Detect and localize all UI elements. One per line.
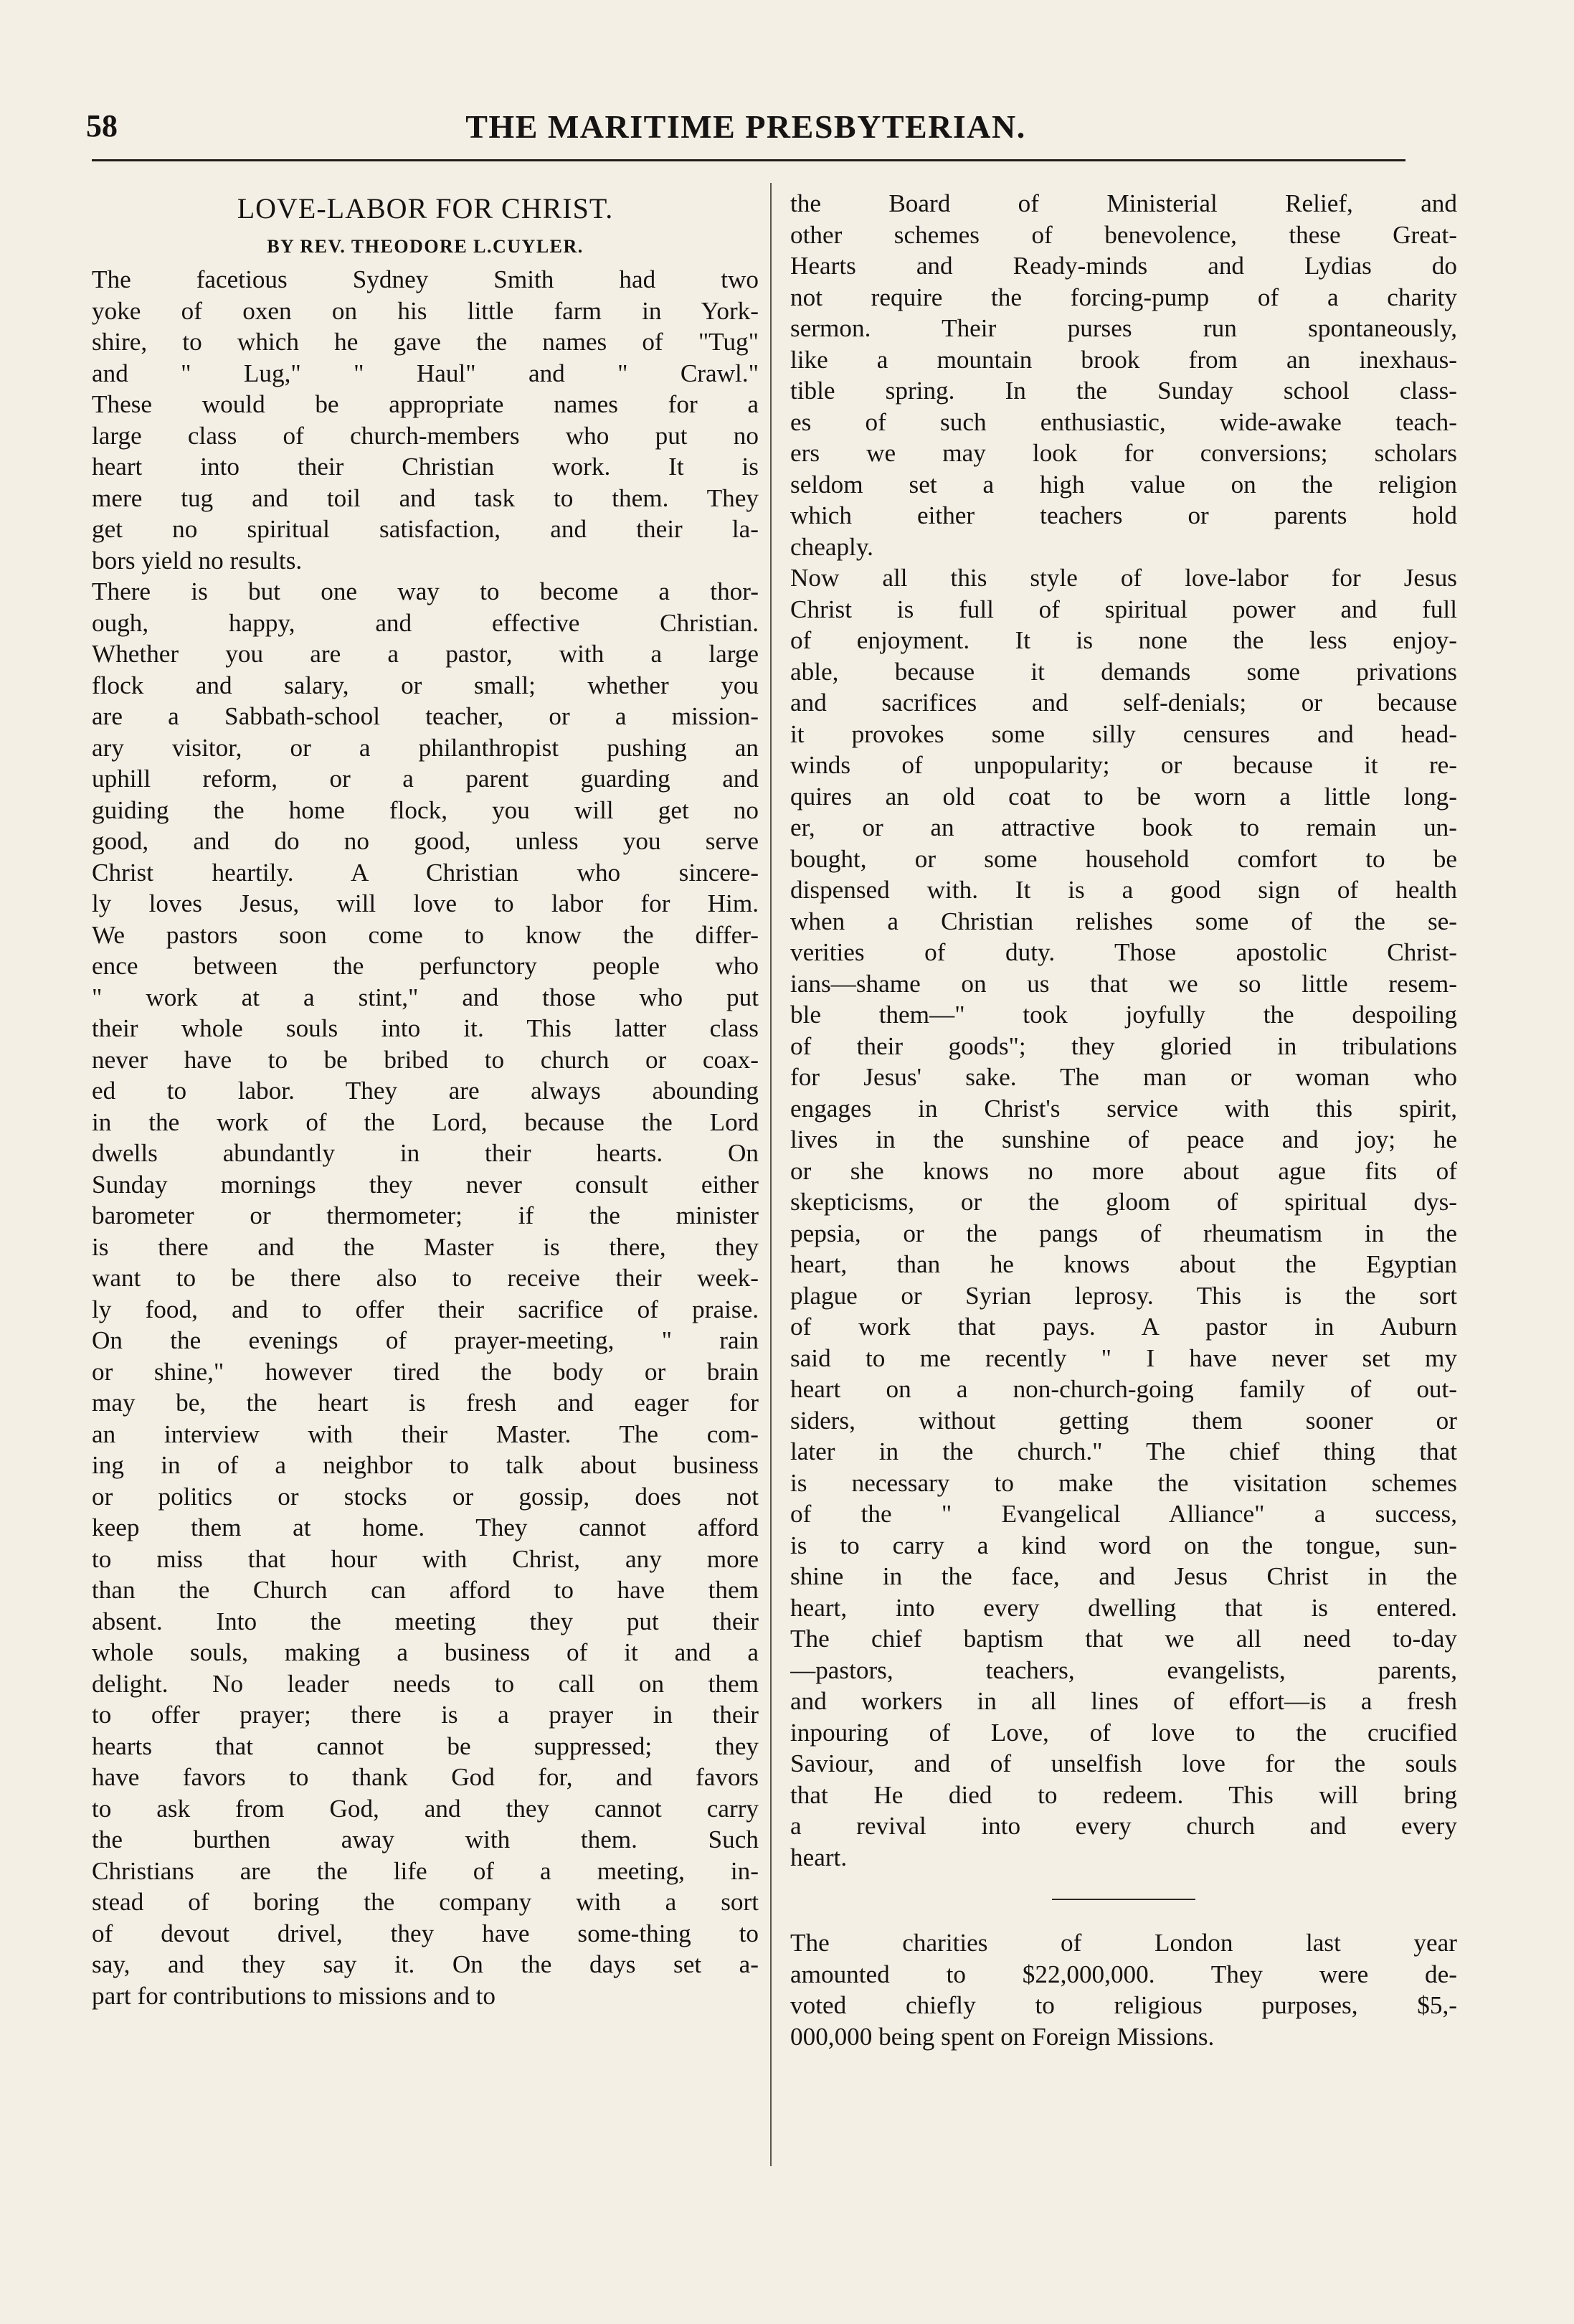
text-line: There is but one way to become a thor-: [92, 577, 759, 605]
text-line: heart, into every dwelling that is entered.: [790, 1593, 1457, 1622]
text-line: never have to be bribed to church or coax-: [92, 1045, 759, 1074]
text-line: pepsia, or the pangs of rheumatism in the: [790, 1219, 1457, 1247]
text-line: or she knows no more about ague fits of: [790, 1156, 1457, 1185]
text-line: get no spiritual satisfaction, and their la-: [92, 515, 759, 543]
text-line: ing in of a neighbor to talk about business: [92, 1451, 759, 1479]
text-line: es of such enthusiastic, wide-awake teach-: [790, 407, 1457, 436]
text-line: Sunday mornings they never consult either: [92, 1170, 759, 1199]
note-line: The charities of London last year: [790, 1929, 1457, 1957]
text-line: Christ is full of spiritual power and full: [790, 595, 1457, 623]
text-line: ble them—" took joyfully the despoiling: [790, 1001, 1457, 1029]
text-line: an interview with their Master. The com-: [92, 1420, 759, 1448]
article-byline: BY REV. THEODORE L.CUYLER.: [267, 236, 584, 257]
text-line: seldom set a high value on the religion: [790, 470, 1457, 499]
text-line: or politics or stocks or gossip, does not: [92, 1482, 759, 1511]
text-line: " work at a stint," and those who put: [92, 983, 759, 1011]
text-line: of their goods"; they gloried in tribulations: [790, 1031, 1457, 1060]
text-line: keep them at home. They cannot afford: [92, 1513, 759, 1541]
text-line: say, and they say it. On the days set a-: [92, 1950, 759, 1978]
header-rule: [92, 159, 1405, 161]
note-line: amounted to $22,000,000. They were de-: [790, 1960, 1457, 1988]
text-line: not require the forcing-pump of a charity: [790, 283, 1457, 311]
text-line: part for contributions to missions and to: [92, 1981, 496, 2010]
note-line: 000,000 being spent on Foreign Missions.: [790, 2022, 1215, 2051]
text-line: barometer or thermometer; if the minister: [92, 1201, 759, 1229]
text-line: Whether you are a pastor, with a large: [92, 640, 759, 668]
text-line: engages in Christ's service with this spirit,: [790, 1094, 1457, 1123]
note-line: voted chiefly to religious purposes, $5,-: [790, 1991, 1457, 2019]
text-line: heart on a non-church-going family of out-: [790, 1375, 1457, 1403]
text-line: heart into their Christian work. It is: [92, 453, 759, 481]
text-line: other schemes of benevolence, these Great-: [790, 220, 1457, 249]
text-line: ence between the perfunctory people who: [92, 952, 759, 980]
text-line: dispensed with. It is a good sign of health: [790, 876, 1457, 904]
text-line: than the Church can afford to have them: [92, 1576, 759, 1604]
running-head: [86, 108, 1405, 158]
text-line: sermon. Their purses run spontaneously,: [790, 314, 1457, 342]
text-line: that He died to redeem. This will bring: [790, 1780, 1457, 1809]
text-line: Now all this style of love-labor for Jesus: [790, 564, 1457, 592]
text-line: later in the church." The chief thing that: [790, 1437, 1457, 1465]
text-line: in the work of the Lord, because the Lord: [92, 1107, 759, 1136]
text-line: ly loves Jesus, will love to labor for Him.: [92, 889, 759, 917]
text-line: quires an old coat to be worn a little long-: [790, 782, 1457, 811]
text-line: siders, without getting them sooner or: [790, 1406, 1457, 1435]
text-line: large class of church-members who put no: [92, 421, 759, 450]
left-column: [92, 188, 759, 2011]
text-line: the Board of Ministerial Relief, and: [790, 189, 1457, 217]
text-line: which either teachers or parents hold: [790, 501, 1457, 529]
text-line: good, and do no good, unless you serve: [92, 827, 759, 855]
text-line: ly food, and to offer their sacrifice of praise.: [92, 1295, 759, 1323]
text-line: hearts that cannot be suppressed; they: [92, 1732, 759, 1760]
text-line: The chief baptism that we all need to-day: [790, 1625, 1457, 1653]
section-divider: [1052, 1899, 1195, 1900]
text-line: bors yield no results.: [92, 546, 303, 575]
text-line: —pastors, teachers, evangelists, parents,: [790, 1655, 1457, 1684]
text-line: want to be there also to receive their week-: [92, 1264, 759, 1292]
text-line: cheaply.: [790, 532, 873, 561]
text-line: delight. No leader needs to call on them: [92, 1669, 759, 1698]
text-line: These would be appropriate names for a: [92, 390, 759, 418]
text-line: of devout drivel, they have some-thing to: [92, 1919, 759, 1947]
text-line: and workers in all lines of effort—is a fresh: [790, 1687, 1457, 1715]
text-line: shine in the face, and Jesus Christ in the: [790, 1562, 1457, 1590]
text-line: stead of boring the company with a sort: [92, 1888, 759, 1916]
text-line: heart.: [790, 1843, 848, 1871]
text-line: heart, than he knows about the Egyptian: [790, 1250, 1457, 1278]
charities-note: [790, 1927, 1457, 2052]
text-line: absent. Into the meeting they put their: [92, 1607, 759, 1635]
text-line: whole souls, making a business of it and a: [92, 1638, 759, 1666]
text-line: ed to labor. They are always abounding: [92, 1077, 759, 1105]
text-line: flock and salary, or small; whether you: [92, 671, 759, 699]
text-line: able, because it demands some privations: [790, 657, 1457, 686]
text-line: plague or Syrian leprosy. This is the sort: [790, 1281, 1457, 1310]
text-line: ians—shame on us that we so little resem-: [790, 969, 1457, 998]
text-line: tible spring. In the Sunday school class-: [790, 377, 1457, 405]
text-line: Christians are the life of a meeting, in-: [92, 1856, 759, 1885]
text-line: or shine," however tired the body or brain: [92, 1357, 759, 1386]
text-line: to miss that hour with Christ, any more: [92, 1544, 759, 1573]
text-line: inpouring of Love, of love to the crucified: [790, 1718, 1457, 1747]
text-line: winds of unpopularity; or because it re-: [790, 751, 1457, 779]
text-line: a revival into every church and every: [790, 1812, 1457, 1840]
text-line: when a Christian relishes some of the se-: [790, 907, 1457, 935]
text-line: uphill reform, or a parent guarding and: [92, 765, 759, 793]
text-line: Saviour, and of unselfish love for the souls: [790, 1749, 1457, 1777]
text-line: of work that pays. A pastor in Auburn: [790, 1313, 1457, 1341]
text-line: skepticisms, or the gloom of spiritual dys-: [790, 1188, 1457, 1216]
article-title: LOVE-LABOR FOR CHRIST.: [237, 192, 614, 225]
text-line: of enjoyment. It is none the less enjoy-: [790, 626, 1457, 654]
text-line: is to carry a kind word on the tongue, sun-: [790, 1531, 1457, 1559]
page-number: 58: [86, 108, 118, 143]
text-line: mere tug and toil and task to them. They: [92, 483, 759, 512]
text-line: and " Lug," " Haul" and " Crawl.": [92, 359, 759, 387]
text-line: On the evenings of prayer-meeting, " rain: [92, 1326, 759, 1354]
text-line: to offer prayer; there is a prayer in their: [92, 1701, 759, 1729]
text-line: The facetious Sydney Smith had two: [92, 265, 759, 293]
text-line: Hearts and Ready-minds and Lydias do: [790, 252, 1457, 280]
text-line: and sacrifices and self-denials; or because: [790, 689, 1457, 717]
text-line: ary visitor, or a philanthropist pushing an: [92, 733, 759, 762]
text-line: Christ heartily. A Christian who sincere-: [92, 858, 759, 887]
text-line: ers we may look for conversions; scholars: [790, 439, 1457, 467]
text-line: is necessary to make the visitation schemes: [790, 1468, 1457, 1497]
text-line: bought, or some household comfort to be: [790, 844, 1457, 873]
text-line: may be, the heart is fresh and eager for: [92, 1389, 759, 1417]
right-column-body: [790, 188, 1457, 1873]
text-line: it provokes some silly censures and head-: [790, 719, 1457, 748]
text-line: of the " Evangelical Alliance" a success,: [790, 1500, 1457, 1528]
text-line: shire, to which he gave the names of "Tug": [92, 328, 759, 356]
text-line: guiding the home flock, you will get no: [92, 795, 759, 824]
text-line: are a Sabbath-school teacher, or a mission-: [92, 702, 759, 730]
text-line: er, or an attractive book to remain un-: [790, 813, 1457, 841]
column-divider: [770, 183, 772, 2166]
text-line: like a mountain brook from an inexhaus-: [790, 345, 1457, 374]
text-line: yoke of oxen on his little farm in York-: [92, 296, 759, 325]
text-line: verities of duty. Those apostolic Christ-: [790, 938, 1457, 966]
text-line: dwells abundantly in their hearts. On: [92, 1139, 759, 1167]
text-line: lives in the sunshine of peace and joy; he: [790, 1125, 1457, 1153]
text-line: the burthen away with them. Such: [92, 1825, 759, 1853]
text-line: said to me recently " I have never set my: [790, 1343, 1457, 1372]
left-column-body: [92, 264, 759, 2011]
text-line: We pastors soon come to know the differ-: [92, 920, 759, 949]
right-column: [790, 188, 1457, 2052]
text-line: is there and the Master is there, they: [92, 1232, 759, 1261]
text-line: their whole souls into it. This latter class: [92, 1014, 759, 1042]
text-line: to ask from God, and they cannot carry: [92, 1794, 759, 1823]
text-line: for Jesus' sake. The man or woman who: [790, 1063, 1457, 1091]
text-line: ough, happy, and effective Christian.: [92, 608, 759, 637]
journal-title: THE MARITIME PRESBYTERIAN.: [465, 108, 1026, 145]
text-line: have favors to thank God for, and favors: [92, 1763, 759, 1791]
